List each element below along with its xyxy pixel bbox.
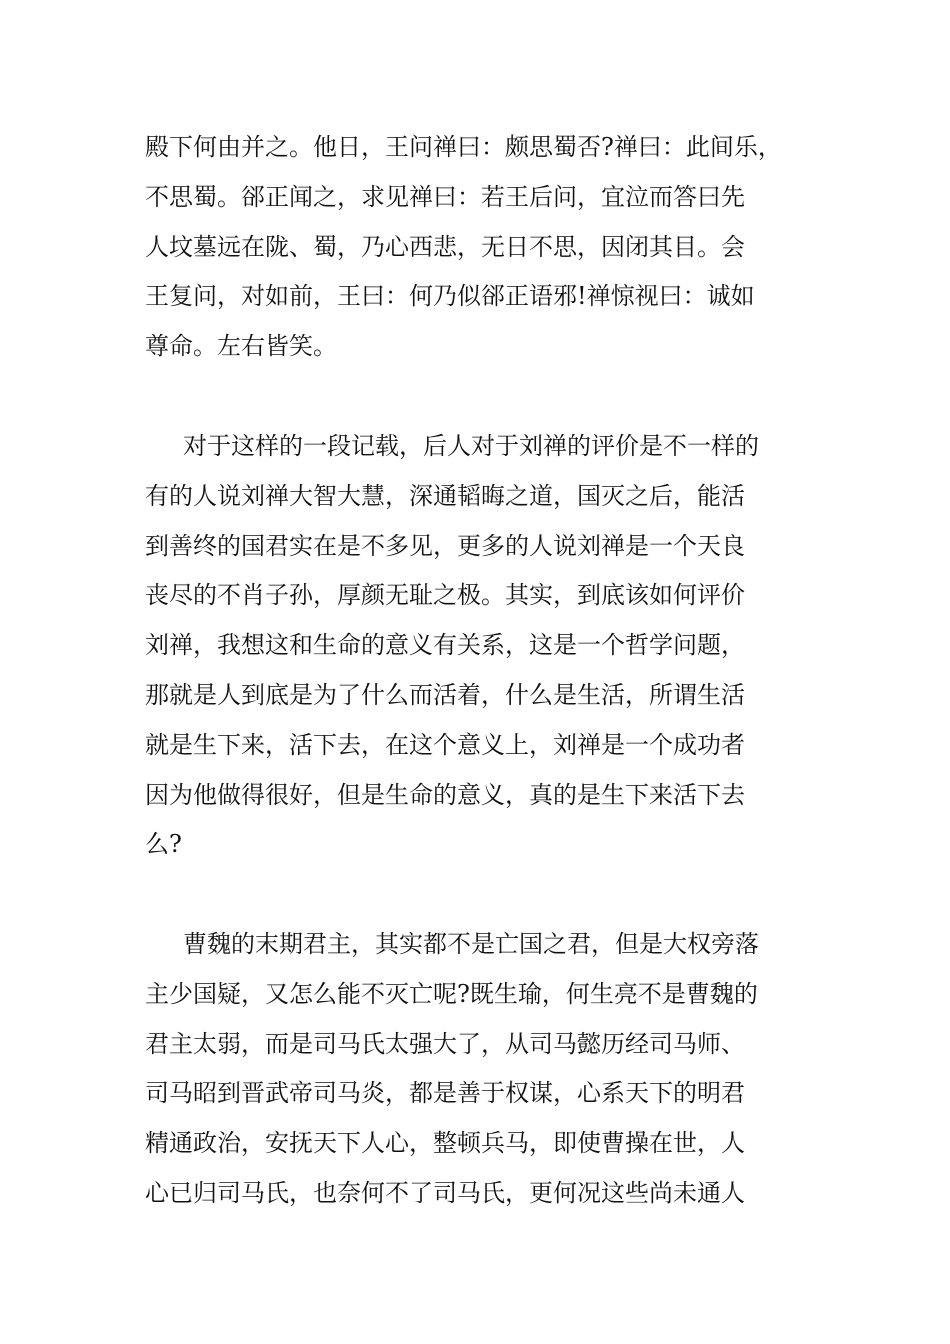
text-line: 尊命。左右皆笑。 — [145, 332, 337, 361]
paragraph-2 — [145, 422, 810, 870]
text-line: 王复问，对如前，王曰：何乃似郤正语邪!禅惊视曰：诚如 — [145, 282, 755, 311]
text-line: 因为他做得很好，但是生命的意义，真的是生下来活下去 — [145, 780, 745, 809]
text-line: 心已归司马氏，也奈何不了司马氏，更何况这些尚未通人 — [145, 1178, 745, 1207]
text-line: 丧尽的不肖子孙，厚颜无耻之极。其实，到底该如何评价 — [145, 581, 745, 610]
text-line: 主少国疑，又怎么能不灭亡呢?既生瑜，何生亮不是曹魏的 — [145, 979, 758, 1008]
text-line: 不思蜀。郤正闻之，求见禅曰：若王后问，宜泣而答曰先 — [145, 182, 745, 211]
text-line: 刘禅，我想这和生命的意义有关系，这是一个哲学问题， — [145, 631, 745, 660]
text-line: 君主太弱，而是司马氏太强大了，从司马懿历经司马师、 — [145, 1029, 745, 1058]
text-line: 对于这样的一段记载，后人对于刘禅的评价是不一样的 — [183, 432, 759, 460]
text-line: 人坟墓远在陇、蜀，乃心西悲，无日不思，因闭其目。会 — [145, 232, 745, 261]
text-line: 曹魏的末期君主，其实都不是亡国之君，但是大权旁落 — [183, 930, 759, 958]
text-line: 到善终的国君实在是不多见，更多的人说刘禅是一个天良 — [145, 531, 745, 560]
text-line: 殿下何由并之。他日，王问禅曰：颇思蜀否?禅曰：此间乐， — [145, 133, 782, 161]
text-line: 么? — [145, 830, 182, 859]
paragraph-3 — [145, 920, 810, 1219]
paragraph-1 — [145, 123, 810, 372]
text-line: 司马昭到晋武帝司马炎，都是善于权谋，心系天下的明君 — [145, 1079, 745, 1108]
text-line: 那就是人到底是为了什么而活着，什么是生活，所谓生活 — [145, 680, 745, 709]
text-line: 就是生下来，活下去，在这个意义上，刘禅是一个成功者 — [145, 730, 745, 759]
text-line: 精通政治，安抚天下人心，整顿兵马，即使曹操在世，人 — [145, 1129, 745, 1158]
text-line: 有的人说刘禅大智大慧，深通韬晦之道，国灭之后，能活 — [145, 481, 745, 510]
